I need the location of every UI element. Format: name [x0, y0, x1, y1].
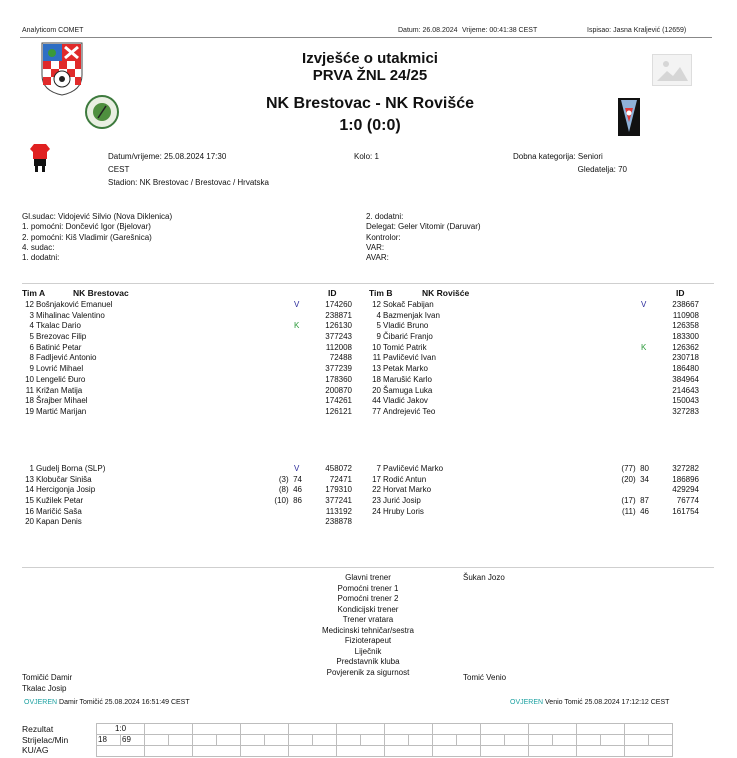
scorer-cell: 18	[97, 735, 121, 746]
player-id: 72471	[329, 474, 352, 484]
player-number: 44	[372, 396, 381, 406]
result-cell	[433, 724, 481, 735]
role-medic: Medicinski tehničar/sestra	[321, 625, 415, 635]
team-b-head-coach: Šukan Jozo	[463, 573, 505, 582]
scorer-cell	[241, 735, 265, 746]
team-a-starters	[22, 300, 352, 418]
player-id: 126362	[672, 342, 699, 352]
player-number: 1	[29, 464, 34, 473]
player-name: Vladić Jakov	[383, 396, 428, 406]
player-row	[369, 353, 699, 364]
substitution-info: (11) 46	[622, 506, 649, 516]
player-name: Lovrić Mihael	[36, 364, 84, 374]
player-row	[369, 475, 699, 486]
player-row	[369, 407, 699, 418]
player-id: 214643	[672, 385, 699, 395]
player-id: 174260	[325, 300, 352, 309]
ku-ag-cell	[433, 746, 481, 757]
player-name: Mihalinac Valentino	[36, 310, 105, 320]
player-id: 179310	[325, 485, 352, 495]
player-name: Maričić Saša	[36, 506, 82, 516]
role-fitness-coach: Kondicijski trener	[337, 604, 399, 614]
player-row	[22, 332, 352, 343]
player-number: 11	[25, 385, 34, 395]
official-var: VAR:	[366, 242, 385, 252]
player-number: 7	[376, 464, 381, 473]
player-row	[22, 311, 352, 322]
minute-cell	[601, 735, 625, 746]
scorer-cell	[145, 735, 169, 746]
player-name: Andrejević Teo	[383, 406, 436, 416]
team-b-verification	[510, 699, 669, 706]
player-name: Brezovac Filip	[36, 332, 87, 342]
player-number: 5	[376, 321, 381, 331]
print-time: Vrijeme: 00:41:38 CEST	[462, 27, 538, 34]
staff-roles	[288, 573, 448, 678]
officials-left	[22, 212, 172, 263]
team-b-club-rep: Tomić Venio	[463, 673, 507, 682]
player-row	[22, 507, 352, 518]
role-assistant-coach-1: Pomoćni trener 1	[337, 583, 399, 593]
official-assistant-2: 2. pomoćni: Kiš Vladimir (Garešnica)	[22, 232, 152, 242]
scorer-cell	[289, 735, 313, 746]
home-kit-icon	[30, 143, 50, 173]
player-row	[22, 485, 352, 496]
team-a-id-header: ID	[328, 288, 337, 298]
player-number: 22	[372, 485, 381, 495]
player-number: 3	[29, 310, 34, 320]
player-row	[22, 496, 352, 507]
officials-right	[366, 212, 481, 263]
result-cell	[145, 724, 193, 735]
team-a-substitutes	[22, 464, 352, 528]
official-additional-1: 1. dodatni:	[22, 253, 60, 263]
player-row	[369, 332, 699, 343]
player-number: 13	[372, 364, 381, 374]
image-placeholder-icon	[652, 54, 692, 86]
substitution-info: (17) 87	[621, 496, 649, 506]
player-name: Sokač Fabijan	[383, 300, 434, 309]
player-number: 9	[376, 332, 381, 342]
team-a-name: NK Brestovac	[73, 288, 129, 298]
player-number: 18	[25, 396, 34, 406]
result-cell	[337, 724, 385, 735]
player-number: 18	[372, 374, 381, 384]
ku-ag-cell	[385, 746, 433, 757]
player-row	[369, 386, 699, 397]
result-cell	[193, 724, 241, 735]
home-club-logo	[84, 94, 120, 130]
result-cell	[529, 724, 577, 735]
match-stadium: Stadion: NK Brestovac / Brestovac / Hrvatska	[108, 178, 269, 187]
player-id: 150043	[672, 396, 699, 406]
player-name: Vladić Bruno	[383, 321, 429, 331]
competition-name: PRVA ŽNL 24/25	[312, 67, 428, 84]
player-number: 10	[372, 342, 381, 352]
team-a-label: Tim A	[22, 288, 46, 298]
scorer-cell	[625, 735, 649, 746]
player-row	[369, 300, 699, 311]
player-name: Kapan Denis	[36, 517, 82, 527]
result-cell	[241, 724, 289, 735]
substitution-info: (3) 74	[278, 474, 302, 484]
player-id: 126121	[325, 406, 352, 416]
player-name: Tkalac Dario	[36, 321, 81, 331]
minute-cell	[169, 735, 193, 746]
ku-ag-cell	[193, 746, 241, 757]
substitution-info: (8) 46	[278, 485, 302, 495]
minute-cell	[505, 735, 529, 746]
official-controller: Kontrolor:	[366, 232, 401, 242]
print-date: Datum: 26.08.2024	[398, 27, 458, 34]
role-assistant-coach-2: Pomoćni trener 2	[337, 594, 399, 603]
minute-cell	[409, 735, 433, 746]
player-name: Fadljević Antonio	[36, 353, 97, 363]
player-id: 126358	[672, 321, 699, 331]
player-number: 23	[372, 496, 381, 506]
player-name: Marušić Karlo	[383, 374, 432, 384]
team-a-verified-by: Damir Tomičić 25.08.2024 16:51:49 CEST	[59, 699, 190, 706]
team-b-starters	[369, 300, 699, 418]
player-row	[22, 300, 352, 311]
player-number: 15	[25, 496, 34, 506]
official-avar: AVAR:	[366, 253, 389, 263]
team-a-verified-status: OVJEREN	[24, 699, 58, 706]
player-name: Rodić Antun	[383, 474, 427, 484]
label-scorer-minute: Strijelac/Min	[22, 734, 69, 745]
player-id: 186480	[672, 364, 699, 374]
player-row	[22, 475, 352, 486]
player-number: 10	[25, 374, 34, 384]
player-name: Čibarić Franjo	[383, 332, 433, 342]
player-name: Pavličević Ivan	[383, 353, 436, 363]
player-number: 16	[25, 506, 34, 516]
player-id: 174261	[325, 396, 352, 406]
player-number: 11	[372, 353, 381, 363]
ku-ag-cell	[337, 746, 385, 757]
player-id: 113192	[325, 506, 352, 516]
team-b-verified-status: OVJEREN	[510, 699, 544, 706]
team-b-substitutes	[369, 464, 699, 517]
substitution-info: (77) 80	[621, 464, 649, 473]
player-row	[22, 364, 352, 375]
player-id: 238667	[672, 300, 699, 309]
player-row	[22, 353, 352, 364]
player-id: 458072	[325, 464, 352, 473]
player-id: 186896	[672, 474, 699, 484]
player-row	[369, 375, 699, 386]
result-cell	[289, 724, 337, 735]
player-number: 12	[372, 300, 381, 309]
player-id: 384964	[672, 374, 699, 384]
match-title: NK Brestovac - NK Rovišće	[265, 95, 475, 112]
player-number: 6	[29, 342, 34, 352]
player-row	[22, 375, 352, 386]
player-row	[369, 364, 699, 375]
player-name: Batinić Petar	[36, 342, 82, 352]
player-id: 377241	[325, 496, 352, 506]
scorer-cell	[385, 735, 409, 746]
scorer-cell	[481, 735, 505, 746]
player-number: 13	[25, 474, 34, 484]
ku-ag-cell	[529, 746, 577, 757]
match-round: Kolo: 1	[354, 152, 379, 161]
scorer-cell	[529, 735, 553, 746]
player-name: Šamuga Luka	[383, 385, 433, 395]
player-id: 200870	[325, 385, 352, 395]
player-name: Jurić Josip	[383, 496, 421, 506]
player-name: Bošnjaković Emanuel	[36, 300, 113, 309]
captain-mark: K	[294, 321, 300, 331]
match-datetime: Datum/vrijeme: 25.08.2024 17:30	[108, 152, 227, 161]
player-name: Hruby Loris	[383, 506, 424, 516]
ku-ag-cell	[145, 746, 193, 757]
player-number: 4	[376, 310, 381, 320]
player-id: 238878	[325, 517, 352, 527]
player-name: Križan Matija	[36, 385, 83, 395]
spectators: Gledatelja: 70	[577, 165, 627, 174]
player-number: 14	[25, 485, 34, 495]
player-id: 161754	[672, 506, 699, 516]
player-id: 76774	[676, 496, 699, 506]
player-id: 327282	[672, 464, 699, 473]
staff-divider	[22, 567, 714, 568]
player-name: Martić Marijan	[36, 406, 87, 416]
team-b-name: NK Rovišće	[422, 288, 470, 298]
player-number: 20	[372, 385, 381, 395]
player-name: Gudelj Borna (SLP)	[36, 464, 106, 473]
player-row	[369, 343, 699, 354]
official-assistant-1: 1. pomoćni: Dončević Igor (Bjelovar)	[22, 222, 151, 232]
scorer-cell	[433, 735, 457, 746]
substitution-info: (10) 86	[274, 496, 302, 506]
official-fourth: 4. sudac:	[22, 242, 55, 252]
result-cell	[481, 724, 529, 735]
player-number: 19	[25, 406, 34, 416]
goals-table	[96, 723, 673, 757]
player-number: 17	[372, 474, 381, 484]
team-a-security: Tkalac Josip	[22, 684, 67, 693]
player-row	[22, 343, 352, 354]
header-divider	[20, 37, 712, 38]
player-id: 72488	[329, 353, 352, 363]
player-row	[22, 396, 352, 407]
player-row	[369, 321, 699, 332]
result-cell: 1:0	[97, 724, 145, 735]
player-name: Petak Marko	[383, 364, 428, 374]
role-security: Povjerenik za sigurnost	[326, 667, 410, 677]
app-name: Analyticom COMET	[22, 27, 84, 34]
role-doctor: Liječnik	[354, 646, 382, 656]
ku-ag-cell	[481, 746, 529, 757]
player-number: 4	[29, 321, 34, 331]
player-name: Pavličević Marko	[383, 464, 444, 473]
player-row	[369, 507, 699, 518]
player-name: Šrajber Mihael	[36, 396, 88, 406]
result-cell	[385, 724, 433, 735]
report-title: Izvješće o utakmici	[302, 50, 438, 67]
player-name: Kužilek Petar	[36, 496, 84, 506]
minute-cell	[457, 735, 481, 746]
player-number: 20	[25, 517, 34, 527]
player-id: 178360	[325, 374, 352, 384]
printed-by: Ispisao: Jasna Kraljević (12659)	[587, 27, 687, 34]
result-cell	[625, 724, 673, 735]
scorer-cell	[337, 735, 361, 746]
official-main-referee: Gl.sudac: Vidojević Silvio (Nova Diklenica)	[22, 212, 173, 221]
team-a-club-rep: Tomičić Damir	[22, 673, 73, 682]
goalkeeper-mark: V	[294, 300, 300, 309]
player-name: Bazmenjak Ivan	[383, 310, 440, 320]
minute-cell	[313, 735, 337, 746]
player-number: 9	[29, 364, 34, 374]
minute-cell	[217, 735, 241, 746]
player-name: Klobučar Siniša	[36, 474, 92, 484]
captain-mark: K	[641, 342, 647, 352]
player-id: 126130	[325, 321, 352, 331]
player-id: 238871	[325, 310, 352, 320]
player-name: Hercigonja Josip	[36, 485, 96, 495]
player-row	[22, 386, 352, 397]
role-club-rep: Predstavnik kluba	[336, 657, 400, 666]
role-head-coach: Glavni trener	[345, 573, 391, 582]
goals-table-labels	[22, 724, 68, 756]
minute-cell	[553, 735, 577, 746]
player-row	[369, 485, 699, 496]
ku-ag-cell	[97, 746, 145, 757]
player-name: Lengelić Đuro	[36, 374, 86, 384]
player-name: Tomić Patrik	[383, 342, 427, 352]
scorer-cell	[193, 735, 217, 746]
ku-ag-cell	[241, 746, 289, 757]
substitution-info: (20) 34	[621, 474, 649, 484]
player-row	[22, 407, 352, 418]
player-row	[22, 464, 352, 475]
lineup-divider	[22, 283, 714, 284]
player-id: 110908	[672, 310, 699, 320]
role-goalkeeper-coach: Trener vratara	[342, 615, 394, 624]
player-row	[22, 517, 352, 528]
player-id: 377243	[325, 332, 352, 342]
goalkeeper-mark: V	[294, 464, 300, 473]
scorer-cell	[577, 735, 601, 746]
minute-cell: 69	[121, 735, 145, 746]
player-id: 183300	[672, 332, 699, 342]
result-cell	[577, 724, 625, 735]
ku-ag-cell	[577, 746, 625, 757]
player-name: Horvat Marko	[383, 485, 432, 495]
goalkeeper-mark: V	[641, 300, 647, 309]
player-id: 327283	[672, 406, 699, 416]
player-id: 429294	[672, 485, 699, 495]
team-a-verification	[24, 699, 190, 706]
team-b-id-header: ID	[676, 288, 685, 298]
team-b-label: Tim B	[369, 288, 393, 298]
federation-logo	[40, 41, 84, 97]
player-number: 24	[372, 506, 381, 516]
player-id: 112008	[325, 342, 352, 352]
ku-ag-cell	[625, 746, 673, 757]
player-row	[22, 321, 352, 332]
away-club-logo	[618, 98, 640, 136]
minute-cell	[265, 735, 289, 746]
player-id: 230718	[672, 353, 699, 363]
player-row	[369, 464, 699, 475]
player-number: 8	[29, 353, 34, 363]
label-result: Rezultat	[22, 724, 54, 734]
official-delegate: Delegat: Geler Vitomir (Daruvar)	[366, 222, 481, 232]
minute-cell	[649, 735, 673, 746]
player-row	[369, 496, 699, 507]
official-additional-2: 2. dodatni:	[366, 212, 404, 221]
ku-ag-cell	[289, 746, 337, 757]
player-number: 12	[25, 300, 34, 309]
minute-cell	[361, 735, 385, 746]
match-score: 1:0 (0:0)	[339, 117, 401, 134]
team-b-verified-by: Venio Tomić 25.08.2024 17:12:12 CEST	[545, 699, 670, 706]
player-number: 77	[372, 406, 381, 416]
player-row	[369, 396, 699, 407]
label-ku-ag: KU/AG	[22, 745, 49, 755]
role-physio: Fizioterapeut	[344, 636, 392, 645]
age-category: Dobna kategorija: Seniori	[513, 152, 603, 161]
player-id: 377239	[325, 364, 352, 374]
player-number: 5	[29, 332, 34, 342]
player-row	[369, 311, 699, 322]
match-timezone: CEST	[108, 165, 130, 174]
